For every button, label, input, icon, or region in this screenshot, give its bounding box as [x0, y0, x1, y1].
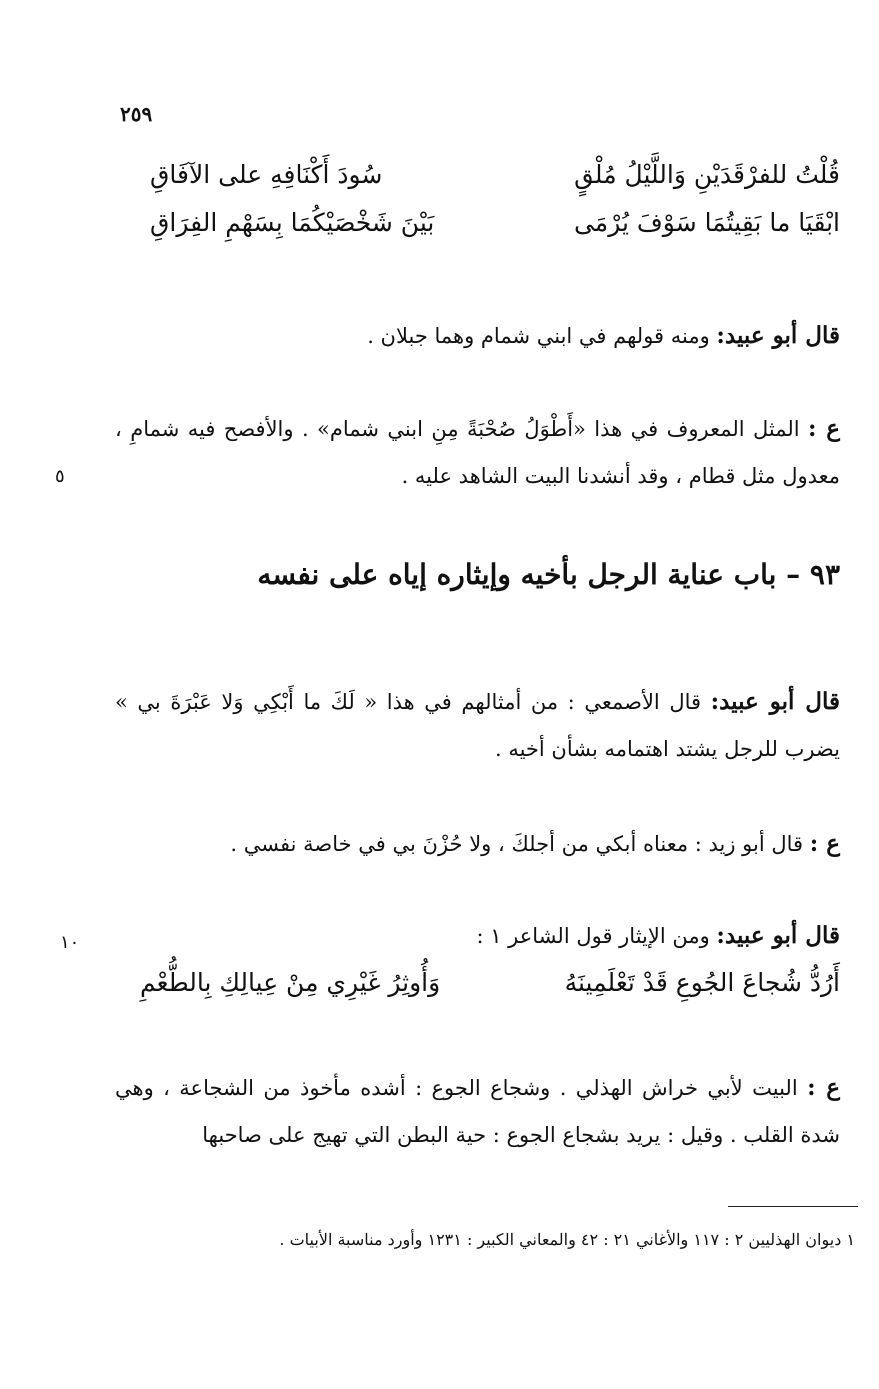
- margin-line-number-five: ٥: [55, 466, 65, 487]
- paragraph-lead: قال أبو عبيد:: [716, 922, 840, 949]
- verse-one-line-one: [150, 160, 840, 204]
- page-number: ٢٥٩: [120, 102, 153, 126]
- paragraph-text: ومنه قولهم في ابني شمام وهما جبلان .: [367, 324, 717, 348]
- paragraph-asmai: [115, 678, 840, 773]
- paragraph-lead: ع :: [808, 415, 840, 442]
- verse-one-line-two: [150, 208, 840, 252]
- paragraph-text: قال الأصمعي : من أمثالهم في هذا « لَكَ ما أَبْكِي وَلا عَبْرَةَ بي » يضرب للرجل يشتد اهتمامه بشأن أخيه .: [115, 690, 840, 761]
- verse-hemistich-second: سُودَ أَكْنَافِهِ على الآفَاقِ: [150, 160, 383, 189]
- paragraph-lead: قال أبو عبيد:: [716, 322, 840, 349]
- verse-hemistich-first: أَرُدُّ شُجاعَ الجُوعِ قَدْ تَعْلَمِينَهُ: [564, 968, 840, 997]
- paragraph-ithar: [115, 912, 840, 960]
- paragraph-text: قال أبو زيد : معناه أبكي من أجلكَ ، ولا حُزْنَ بي في خاصة نفسي .: [230, 832, 810, 856]
- paragraph-text: البيت لأبي خراش الهذلي . وشجاع الجوع : أشده مأخوذ من الشجاعة ، وهي شدة القلب . وقيل : يريد بشجاع الجوع : حية البطن التي تهيج على صاحبها: [115, 1076, 840, 1147]
- paragraph-commentary-shamam: [115, 405, 840, 500]
- paragraph-abu-khirash: [115, 1064, 840, 1159]
- paragraph-lead: ع :: [807, 1074, 840, 1101]
- verse-two: [140, 968, 840, 1012]
- paragraph-lead: ع :: [809, 830, 840, 857]
- paragraph-text: المثل المعروف في هذا «أَطْوَلُ صُحْبَةً مِنِ ابني شمام» . والأفصح فيه شمامِ ، معدول مثل قطام ، وقد أنشدنا البيت الشاهد عليه .: [115, 417, 840, 488]
- section-heading: ٩٣ – باب عناية الرجل بأخيه وإيثاره إياه على نفسه: [257, 558, 840, 591]
- verse-hemistich-first: ابْقَيَا ما بَقِيتُمَا سَوْفَ يُرْمَى: [573, 208, 840, 237]
- footnote-rule: [728, 1206, 858, 1207]
- verse-hemistich-first: قُلْتُ للفرْقَدَيْنِ وَاللَّيْلُ مُلْقٍ: [574, 160, 840, 189]
- footnote: ١ ديوان الهذليين ٢ : ١١٧ والأغاني ٢١ : ٤٢ والمعاني الكبير : ١٢٣١ وأورد مناسبة الأبيات .: [279, 1230, 855, 1249]
- verse-hemistich-second: بَيْنَ شَخْصَيْكُمَا بِسَهْمِ الفِرَاقِ: [150, 208, 435, 237]
- paragraph-lead: قال أبو عبيد:: [710, 688, 840, 715]
- margin-line-number-ten: ١٠: [60, 932, 80, 953]
- paragraph-abu-zaid: [115, 820, 840, 868]
- paragraph-abu-ubaid-shamam: [115, 312, 840, 360]
- verse-hemistich-second: وَأُوثِرُ غَيْرِي مِنْ عِيالِكِ بِالطُّعْمِ: [140, 968, 441, 997]
- paragraph-text: ومن الإيثار قول الشاعر ١ :: [476, 924, 717, 948]
